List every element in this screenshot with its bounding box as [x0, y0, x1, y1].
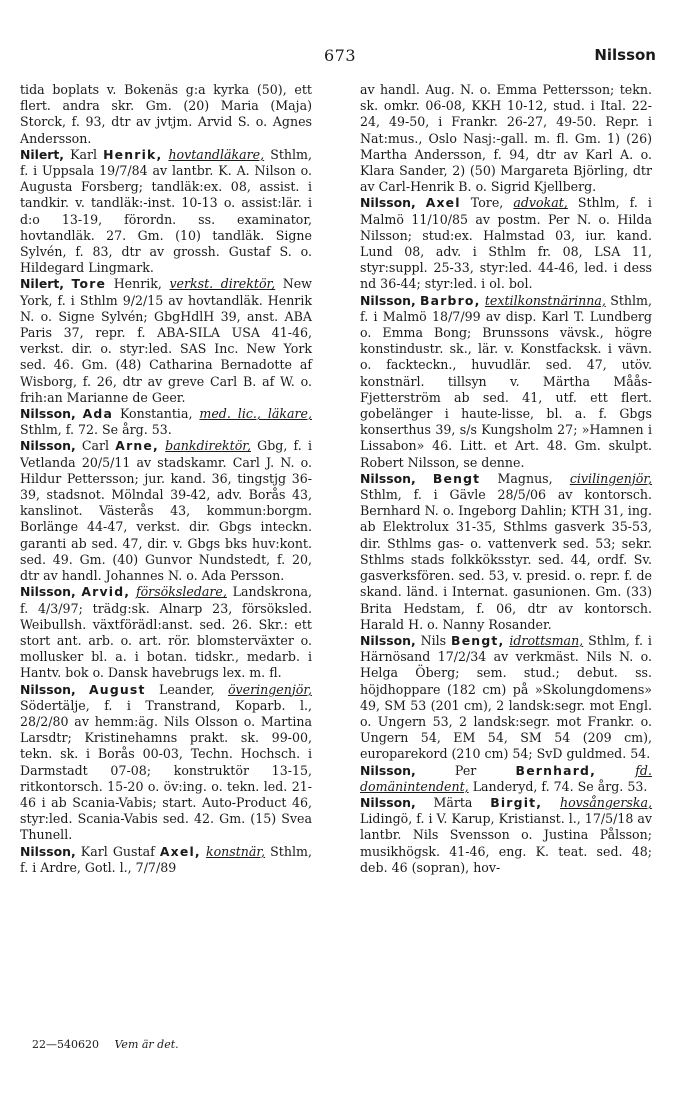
entry-called-name: Arvid, — [81, 584, 131, 600]
page-number: 673 — [323, 46, 357, 65]
entry-surname: Nilsson, — [360, 794, 416, 810]
entry-called-name: Birgit, — [490, 794, 543, 810]
biography-entry — [360, 795, 652, 876]
biography-entry — [360, 471, 652, 633]
biography-entry — [360, 293, 652, 471]
entry-given-name: Leander, — [158, 681, 215, 697]
entry-text: Sthlm, f. 72. Se årg. 53. — [20, 422, 172, 438]
entry-title: advokat, — [513, 195, 568, 211]
biography-entry — [360, 633, 652, 763]
entry-given-name: Carl — [81, 438, 110, 454]
entry-called-name: Axel — [425, 195, 461, 211]
entry-text: New York, f. i Sthlm 9/2/15 av hovtandläk. Henrik N. o. Signe Sylvén; GbgHdlH 39, anst. ABA Paris 37, repr. f. ABA-SILA USA 41-46, verkst. dir. o. styr:led. SAS Inc. New York sed. 46. Gm. (48) Catharina Bernadotte af Wisborg, f. 26, dtr av greve Carl B. af W. o. frih:an Marianne de Geer. — [20, 276, 312, 405]
biography-entry — [20, 406, 312, 438]
entry-title: försöksledare, — [135, 584, 227, 600]
entry-text: Sthlm, f. i Gävle 28/5/06 av kontorsch. Bernhard N. o. Ingeborg Dahlin; KTH 31, ing. ab Elektrolux 31-35, Sthlms gasverk 35-53, dir. Sthlms gas- o. vattenverk sed. 53; sekr. Sthlms stads folkköksstyr. sed. 44, ordf. Sv. gasverksfören. sed. 53, v. presid. o. repr. f. de skand. länd. i Internat. gasunionen. Gm. (33) Brita Hedstam, f. 06, dtr av kontorsch. Harald H. o. Nanny Rosander. — [360, 487, 652, 632]
biography-entry — [20, 147, 312, 277]
entry-text: Sthlm, f. i Uppsala 19/7/84 av lantbr. K. A. Nilson o. Augusta Forsberg; tandläk:ex. 08, assist. i tandkir. v. tandläk:-inst. 10-13 o. assist:lär. i d:o 13-19, förordn. ss. examinator, hovtandläk. 27. Gm. (10) tandläk. Signe Sylvén, f. 83, dtr av grossh. Gustaf S. o. Hildegard Lingmark. — [20, 146, 312, 276]
biography-entry — [360, 763, 652, 795]
entry-given-name: Konstantia, — [119, 406, 193, 422]
biography-entry — [20, 682, 312, 844]
entry-called-name: Bengt, — [451, 632, 505, 648]
entry-text: Södertälje, f. i Transtrand, Koparb. l., 28/2/80 av hemm:äg. Nils Olsson o. Martina Larsdtr; Kristinehamns prakt. sk. 99-00, tekn. sk. i Borås 00-03, Techn. Hochsch. i Darmstadt 07-08; konstruktör 13-15, ritkontorsch. 15-20 o. öv:ing. o. tekn. led. 21-46 i ab Scania-Vabis; start. Auto-Product 46, styr:led. Scania-Vabis sed. 42. Gm. (15) Svea Thunell. — [20, 697, 312, 843]
biography-entry — [20, 584, 312, 681]
entry-surname: Nilsson, — [360, 762, 416, 778]
entry-given-name: Per — [454, 762, 477, 778]
entry-called-name: August — [89, 681, 146, 697]
entry-text: Landeryd, f. 74. Se årg. 53. — [472, 778, 648, 794]
left-column — [20, 82, 312, 876]
entry-given-name: Tore, — [470, 195, 504, 211]
entry-text: Sthlm, f. i Malmö 18/7/99 av disp. Karl T. Lundberg o. Emma Bong; Brunssons vävsk., högre konstindustr. sk., lär. v. Konstfacksk. i vävn. o. fackteckn., huvudlär. sed. 47, utöv. konstnärl. tillsyn v. Märtha Måås-Fjetterström ab sed. 41, utf. ett flert. gobelänger i haute-lisse, bl. a. f. Gbgs konserthus 39, s/s Kungsholm 27; »Hamnen i Lissabon» 46. Litt. et Art. 48. Gm. skulpt. Robert Nilsson, se denne. — [360, 292, 652, 470]
entry-surname: Nilsson, — [360, 632, 416, 648]
entry-text: Sthlm, f. i Malmö 11/10/85 av postm. Per N. o. Hilda Nilsson; stud:ex. Halmstad 03, iur. kand. Lund 08, adv. i Sthlm fr. 08, LSA 11, styr:suppl. 25-33, styr:led. 44-46, led. i dess nd 36-44; styr:led. i ol. bol. — [360, 195, 652, 292]
entry-title: konstnär, — [205, 843, 266, 859]
entry-text: Landskrona, f. 4/3/97; trädg:sk. Alnarp 23, försöksled. Weibullsh. växtförädl:anst. sed. 26. Skr.: ett stort ant. arb. o. art. rör. blomsterväxter o. mollusker bl. a. i botan. tidskr., medarb. i Hantv. bok o. Dansk havebrugs lex. m. fl. — [20, 584, 312, 681]
entry-title: med. lic., läkare, — [199, 406, 312, 422]
entry-surname: Nilert, — [20, 276, 65, 292]
entry-given-name: Karl Gustaf — [80, 843, 155, 859]
entry-called-name: Arne, — [115, 438, 159, 454]
entry-called-name: Henrik, — [103, 146, 163, 162]
biography-entry — [20, 276, 312, 406]
entry-surname: Nilert, — [20, 146, 65, 162]
entry-given-name: Märta — [433, 794, 473, 810]
entry-called-name: Bernhard, — [515, 762, 596, 778]
entry-surname: Nilsson, — [360, 292, 416, 308]
entry-surname: Nilsson, — [20, 681, 76, 697]
biography-entry — [360, 195, 652, 292]
entry-text: Sthlm, f. i Härnösand 17/2/34 av verkmäst. Nils N. o. Helga Öberg; sem. stud.; debut. ss. höjdhoppare (182 cm) på »Skolungdomens» 49, SM 53 (201 cm), 2 landsk:segr. mot Engl. o. Ungern 53, 2 landsk:segr. mot Frankr. o. Ungern 54, EM 54, SM 54 (209 cm), europarekord (210 cm) 54; SvD guldmed. 54. — [360, 632, 652, 762]
entry-title: textilkonstnärinna, — [484, 292, 606, 308]
entry-title: hovsångerska, — [559, 794, 652, 810]
entry-given-name: Karl — [70, 146, 98, 162]
entry-called-name: Tore — [71, 276, 107, 292]
print-code: 22—540620 — [32, 1038, 99, 1051]
page-footer — [32, 1038, 179, 1051]
entry-surname: Nilsson, — [360, 195, 416, 211]
entry-surname: Nilsson, — [360, 470, 416, 486]
entry-given-name: Henrik, — [113, 276, 162, 292]
entry-text: av handl. Aug. N. o. Emma Pettersson; tekn. sk. omkr. 06-08, KKH 10-12, stud. i Ital. 22-24, 49-50, i Frankr. 26-27, 49-50. Repr. i Nat:mus., Oslo Nasj:-gall. m. fl. Gm. 1) (26) Martha Andersson, f. 94, dtr av Karl A. o. Klara Sander, 2) (50) Margareta Björling, dtr av Carl-Henrik B. o. Sigrid Kjellberg. — [360, 82, 652, 195]
entry-called-name: Bengt — [432, 470, 481, 486]
biography-entry — [20, 438, 312, 584]
entry-given-name: Nils — [420, 632, 447, 648]
entry-text: tida boplats v. Bokenäs g:a kyrka (50), ett flert. andra skr. Gm. (20) Maria (Maja) Storck, f. 93, dtr av jvtjm. Arvid S. o. Agnes Andersson. — [20, 82, 312, 146]
biography-entry — [20, 844, 312, 876]
entry-text: Sthlm, f. i Ardre, Gotl. l., 7/7/89 — [20, 843, 312, 875]
entry-title: fd. domänintendent, — [360, 762, 652, 794]
entry-surname: Nilsson, — [20, 406, 76, 422]
entry-title: hovtandläkare, — [168, 146, 265, 162]
entry-called-name: Barbro, — [420, 292, 481, 308]
entry-text: Lidingö, f. i V. Karup, Kristianst. l., 17/5/18 av lantbr. Nils Svensson o. Justina Pålsson; musikhögsk. 41-46, eng. K. teat. sed. 48; deb. 46 (sopran), hov- — [360, 811, 652, 875]
entry-called-name: Axel, — [159, 843, 201, 859]
entry-title: verkst. direktör, — [169, 276, 276, 292]
entry-surname: Nilsson, — [20, 438, 76, 454]
right-column — [360, 82, 652, 876]
entry-title: civilingenjör, — [569, 470, 652, 486]
entry-title: bankdirektör, — [165, 438, 251, 454]
entry-title: överingenjör, — [227, 681, 312, 697]
entry-surname: Nilsson, — [20, 584, 76, 600]
biography-entry — [360, 82, 652, 195]
entry-title: idrottsman, — [509, 632, 584, 648]
running-head: Nilsson — [594, 46, 656, 64]
entry-given-name: Magnus, — [497, 470, 553, 486]
entry-surname: Nilsson, — [20, 843, 76, 859]
entry-called-name: Ada — [82, 406, 114, 422]
biography-entry — [20, 82, 312, 147]
footer-note: Vem är det. — [114, 1038, 179, 1051]
entry-text: Gbg, f. i Vetlanda 20/5/11 av stadskamr. Carl J. N. o. Hildur Pettersson; jur. kand. 36, tingstjg 36-39, stadsnot. Mölndal 39-42, adv. Borås 43, kanslinot. Västerås 43, kommun:borgm. Borlänge 44-47, verkst. dir. Gbgs inteckn. garanti ab sed. 47, dir. v. Gbgs bks huv:kont. sed. 49. Gm. (40) Gunvor Nundstedt, f. 20, dtr av handl. Johannes N. o. Ada Persson. — [20, 438, 313, 584]
